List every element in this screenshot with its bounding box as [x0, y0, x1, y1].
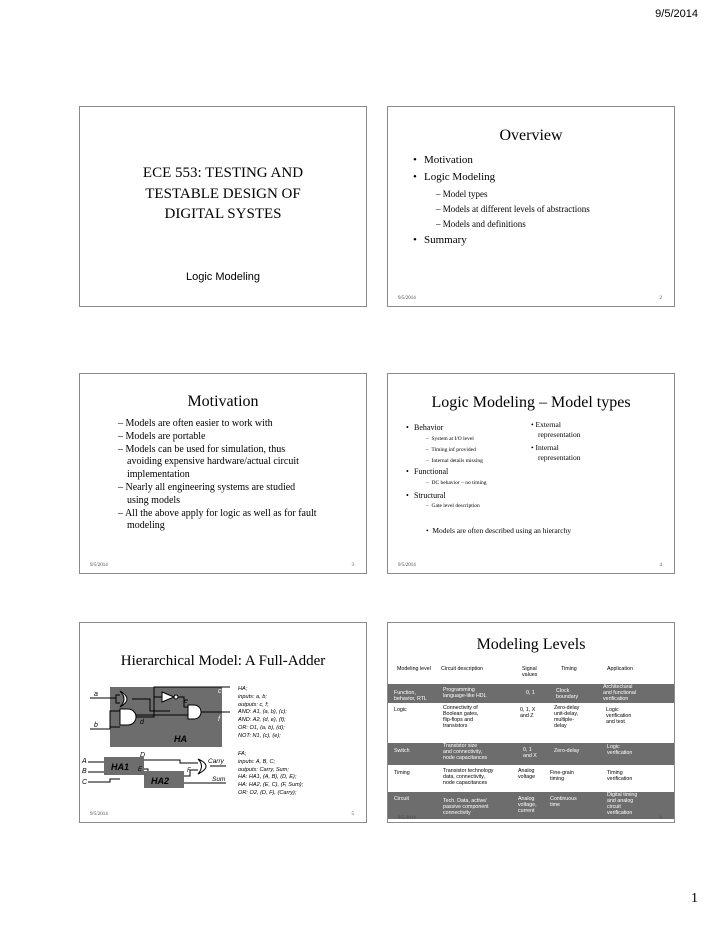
slide-model-types: Logic Modeling – Model types • Behavior – System at I/O level – Timing inf provided – Internal details missing • Functional – DC behavior – no timing • Structural – Gate level description • External representation • Internal representation • Models are often described using an hierarchy 9/5/2014 4 — [387, 373, 675, 574]
slide-heading: Motivation — [187, 393, 259, 410]
fa-label-ha2: HA2 — [151, 776, 170, 786]
fa-label-ha1: HA1 — [111, 762, 130, 772]
or-gate-shape — [198, 759, 206, 774]
and-gate-shape — [120, 709, 136, 725]
fa-label-B: B — [82, 768, 87, 775]
slide-footer-page: 5 — [351, 812, 354, 817]
slide-motivation — [79, 373, 367, 574]
slide-heading: Hierarchical Model: A Full-Adder — [120, 653, 326, 669]
slide-full-adder — [79, 622, 367, 823]
table-row: Circuit Tech. Data, active/ passive component connectivity Analog voltage, current Continuous time Digital timing and analog circuit verification — [388, 792, 674, 819]
bullet: • Logic Modeling — [413, 171, 496, 183]
fa-label-D: D — [140, 752, 146, 759]
slide-footer-date: 9/5/2014 — [398, 816, 416, 821]
table-row: Function, behavior, RTL Programming language-like HDL 0, 1 Clock boundary Architectural and functional verification — [388, 684, 674, 703]
modeling-levels-table — [388, 663, 674, 821]
and-gate-shape — [188, 705, 201, 719]
model-types-note: • Models are often described using an hierarchy — [426, 526, 572, 535]
slide-heading: Modeling Levels — [476, 636, 586, 653]
page-number: 1 — [691, 891, 698, 906]
slide-footer-date: 9/5/2014 — [90, 812, 108, 817]
sub-bullet: – Models and definitions — [436, 219, 526, 229]
ha-netlist: HA; inputs: a, b; outputs: c, f; AND: A1, (a, b), (c); AND: A2, (d, e), (f); OR: O1, (a, b), (d); NOT: N1, (c), (e); — [238, 686, 287, 739]
ha-label-c: c — [218, 688, 222, 695]
slide-footer-date: 9/5/2014 — [398, 563, 416, 568]
full-adder-diagram — [80, 751, 235, 807]
fa-label-A: A — [82, 758, 87, 765]
page-date: 9/5/2014 — [655, 8, 698, 20]
ha-label-e: e — [184, 698, 188, 705]
slide-footer-page: 3 — [351, 563, 354, 568]
slide-footer-page: 6 — [659, 816, 662, 821]
slide-title-subtitle: Logic Modeling — [186, 271, 260, 283]
motivation-list: – Models are often easier to work with – Models are portable – Models can be used for simulation, thus avoiding expensive hardware/actual circuit implementation – Nearly all engineering systems are studied using models – All the above apply for logic as well as for fault modeling — [118, 418, 317, 532]
half-adder-diagram — [80, 681, 235, 759]
fa-label-carry: Carry — [208, 758, 224, 765]
fa-netlist: FA; inputs: A, B, C; outputs: Carry, Sum; HA: HA1, (A, B), (D, E); HA: HA2, (E, C), (F, Sum); OR: O2, (D, F), (Carry); — [238, 751, 304, 796]
ha-label-a: a — [94, 691, 98, 698]
slide-modeling-levels — [387, 622, 675, 823]
ha-label-ha: HA — [174, 734, 187, 744]
slide-footer-date: 9/5/2014 — [398, 296, 416, 301]
fa-label-E: E — [138, 767, 143, 773]
slide-title-heading: ECE 553: TESTING AND TESTABLE DESIGN OF DIGITAL SYSTES — [142, 165, 304, 222]
table-row: Timing Transistor technology data, connectivity, node capacitances Analog voltage Fine-grain timing Timing verification — [394, 768, 633, 786]
sub-bullet: – Models at different levels of abstractions — [436, 204, 590, 214]
table-row: Logic Connectivity of Boolean gates, flip-flops and transistors 0, 1, X and Z Zero-delay unit-delay, multiple- delay Logic verification and test — [394, 705, 632, 729]
slide-footer-page: 2 — [659, 296, 662, 301]
slide-footer-date: 9/5/2014 — [90, 563, 108, 568]
slide-title — [79, 106, 367, 307]
model-types-right: • External representation • Internal representation — [531, 420, 581, 462]
ha-label-b: b — [94, 722, 98, 729]
ha-label-d: d — [140, 719, 144, 726]
slide-heading: Logic Modeling – Model types — [431, 394, 631, 411]
table-header: Modeling level Circuit description Signal values Timing Application — [397, 666, 633, 678]
fa-label-C: C — [82, 779, 88, 786]
slide-footer-page: 4 — [659, 563, 662, 568]
slide-overview — [387, 106, 675, 307]
table-row: Switch Transistor size and connectivity, node capacitances 0, 1 and X Zero-delay Logic verification — [388, 743, 674, 765]
bullet: • Summary — [413, 234, 467, 246]
bullet: • Motivation — [413, 154, 473, 166]
ha-label-f: f — [218, 716, 220, 723]
fa-label-F: F — [187, 768, 191, 774]
fa-label-sum: Sum — [212, 776, 226, 783]
slide-heading: Overview — [499, 127, 563, 144]
sub-bullet: – Model types — [436, 189, 488, 199]
